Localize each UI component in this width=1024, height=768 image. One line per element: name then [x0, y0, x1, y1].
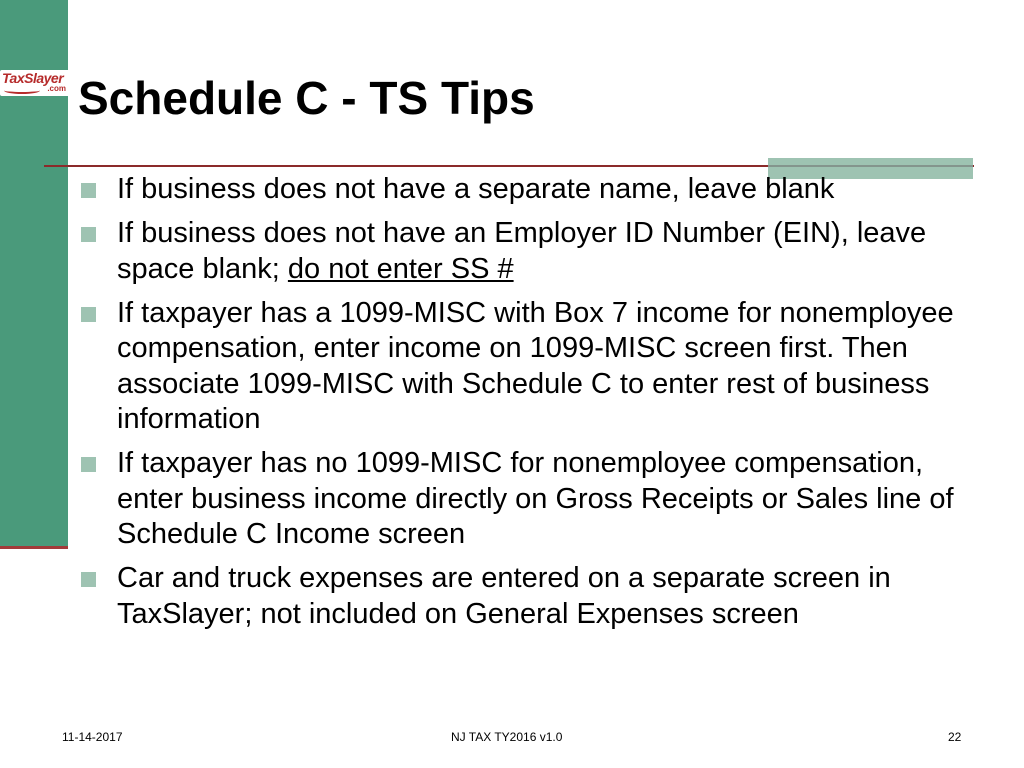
footer-page-number: 22	[948, 730, 962, 744]
square-bullet-icon	[81, 457, 96, 472]
square-bullet-icon	[81, 307, 96, 322]
bullet-item-ein	[117, 216, 987, 287]
square-bullet-icon	[81, 183, 96, 198]
logo-main-text: TaxSlayer	[2, 70, 64, 86]
square-bullet-icon	[81, 227, 96, 242]
square-bullet-icon	[81, 572, 96, 587]
bullet-text: Car and truck expenses are entered on a separate screen in TaxSlayer; not included on General Expenses screen	[117, 562, 891, 630]
bullet-text: If taxpayer has a 1099-MISC with Box 7 income for nonemployee compensation, enter income on 1099-MISC screen first. Then associate 1099-MISC with Schedule C to enter rest of business information	[117, 296, 954, 435]
slide-title: Schedule C - TS Tips	[78, 72, 535, 124]
bullet-text: If taxpayer has no 1099-MISC for nonemployee compensation, enter business income directly on Gross Receipts or Sales line of Schedule C Income screen	[117, 447, 954, 550]
divider-accent-line	[768, 165, 973, 167]
footer-date: 11-14-2017	[62, 730, 123, 744]
logo-sub-text: .com	[47, 84, 66, 93]
bullet-item-no-1099-misc	[117, 446, 987, 553]
logo-swoosh	[4, 87, 40, 94]
bullet-underlined-text: do not enter SS #	[287, 252, 514, 285]
footer-version: NJ TAX TY2016 v1.0	[451, 730, 563, 744]
bullet-list	[117, 172, 987, 641]
bullet-text: If business does not have an Employer ID Number (EIN), leave space blank;	[117, 217, 927, 285]
bullet-item-separate-name	[117, 172, 987, 208]
bullet-item-1099-misc	[117, 296, 987, 438]
bullet-text: If business does not have a separate name, leave blank	[117, 173, 835, 205]
left-accent-bar-edge	[0, 546, 68, 549]
bullet-item-car-truck	[117, 561, 987, 632]
taxslayer-logo	[0, 70, 70, 96]
